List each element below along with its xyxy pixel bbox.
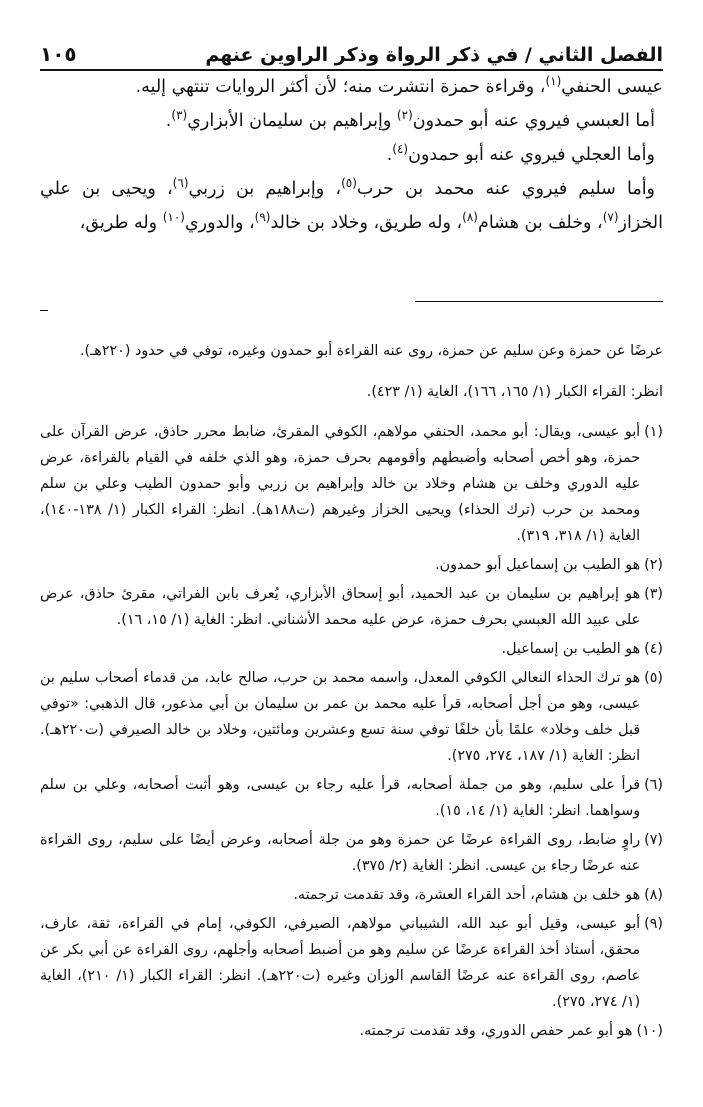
footnote-separator <box>415 301 663 302</box>
footnote-text <box>40 882 640 908</box>
footnote-text <box>40 827 640 879</box>
footnote-number: (٨) <box>644 886 663 903</box>
text-run: ، ويحيى بن علي الخزاز <box>40 179 663 233</box>
footnote-number: (٢) <box>644 556 663 573</box>
footnote-line: انظر: القراء الكبار (١/ ١٦٥، ١٦٦)، الغاية (١/ ٤٢٣). <box>366 383 663 400</box>
paragraph-2 <box>40 104 663 138</box>
footnote-item <box>40 882 663 908</box>
footnote-number: (١) <box>644 423 663 440</box>
footnote-text <box>40 581 640 633</box>
chapter-title: الفصل الثاني / في ذكر الرواة وذكر الراوين عنهم <box>205 44 663 66</box>
text-run: ، وقراءة حمزة انتشرت منه؛ لأن أكثر الروايات تنتهي إليه. <box>135 77 546 97</box>
footnote-list <box>40 419 663 1044</box>
text-run: ، وله طريق، وخلاد بن خالد <box>270 213 463 233</box>
footnote-number: (٣) <box>644 585 663 602</box>
footnote-ref: (٢) <box>396 108 413 123</box>
footnote-text <box>40 665 640 769</box>
footnote-item <box>40 552 663 578</box>
text-run: وإبراهيم بن سليمان الأبزاري <box>187 111 397 131</box>
footnote-item <box>40 419 663 549</box>
footnotes <box>40 324 663 1047</box>
footnote-line: أبو عيسى، ويقال: أبو محمد، الحنفي مولاهم، الكوفي المقرئ، ضابط محرر حاذق، عرض القرآن على حمزة، وهو أخص أصحابه وأضبطهم وأقومهم بحرف حمزة، وهو الذي خلفه في القيام بالقراءة، عرض عليه الدوري وخلف بن هشام وخلاد بن خالد وإبراهيم بن زربي وأبو حمدون الطيب وعلي بن سلم ومحمد بن حرب (ترك الحذاء) ويحيى الخزاز وغيرهم (ت١٨٨هـ). انظر: القراء الكبار (١/ ١٣٨-١٤٠)، الغاية (١/ ٣١٨، ٣١٩). <box>40 423 641 544</box>
footnote-ref: (٦) <box>172 176 189 191</box>
text-run: أما العبسي فيروي عنه أبو حمدون <box>412 111 655 131</box>
footnote-item <box>40 1018 663 1044</box>
text-run: ، والدوري <box>184 213 255 233</box>
footnote-item <box>40 636 663 662</box>
running-header <box>40 32 663 71</box>
footnote-ref: (٣) <box>171 108 188 123</box>
footnote-line: هو إبراهيم بن سليمان بن عبد الحميد، أبو إسحاق الأبزاري، يُعرف بابن الفراتي، مقرئ حاذق، عرض على عبيد الله العبسي بحرف حمزة، عرض عليه محمد الأشناني. انظر: الغاية (١/ ١٥، ١٦). <box>40 585 641 628</box>
footnote-continuation <box>40 338 663 404</box>
footnote-line: هو الطيب بن إسماعيل أبو حمدون. <box>435 556 641 573</box>
text-run: ، وإبراهيم بن زربي <box>188 179 342 199</box>
footnote-number: (٥) <box>644 669 663 686</box>
footnote-line: عرضًا عن حمزة وعن سليم عن حمزة، روى عنه القراءة أبو حمدون وغيره، توفي في حدود (٢٢٠هـ). <box>79 343 663 360</box>
footnote-text <box>40 911 640 1015</box>
footnote-item <box>40 827 663 879</box>
footnote-line: هو خلف بن هشام، أحد القراء العشرة، وقد تقدمت ترجمته. <box>293 886 641 903</box>
footnote-line: راوٍ ضابط، روى القراءة عرضًا عن حمزة وهو من جلة أصحابه، وعرض أيضًا على سليم، روى القراءة عنه عرضًا رجاء بن عيسى. انظر: الغاية (٢/ ٣٧٥). <box>40 831 641 874</box>
footnote-number: (٤) <box>644 640 663 657</box>
footnote-ref: (١) <box>545 74 562 89</box>
footnote-ref: (٧) <box>602 210 619 225</box>
text-run: . <box>165 111 172 131</box>
footnote-number: (٦) <box>644 776 663 793</box>
text-run: وله طريق، <box>79 213 163 233</box>
footnote-item <box>40 665 663 769</box>
text-run: وأما سليم فيروي عنه محمد بن حرب <box>356 179 656 199</box>
footnote-line: هو ترك الحذاء النعالي الكوفي المعدل، واسمه محمد بن حرب، صالح عابد، من قدماء أصحاب سليم بن عيسى، وهو من أجل أصحابه، قرأ عليه محمد بن عمر بن سليمان بن أبي مذعور، قال الذهبي: «توفي قبل خلف وخلاد» علمًا بأن خلفًا توفي سنة تسع وعشرين ومائتين، وخلاد بن خالد الصيرفي (ت٢٢٠هـ). انظر: الغاية (١/ ١٨٧، ٢٧٤، ٢٧٥). <box>40 669 641 764</box>
footnote-item <box>40 772 663 824</box>
footnote-line: هو أبو عمر حفص الدوري، وقد تقدمت ترجمته. <box>359 1022 633 1039</box>
paragraph-4 <box>40 172 663 240</box>
footnote-ref: (٨) <box>462 210 478 225</box>
paragraph-3 <box>40 138 663 172</box>
footnote-text <box>40 419 640 549</box>
text-run: ، وخلف بن هشام <box>477 213 603 233</box>
text-run: وأما العجلي فيروي عنه أبو حمدون <box>408 145 655 165</box>
footnote-number: (١٠) <box>636 1022 663 1039</box>
footnote-text <box>40 552 640 578</box>
page-number: ١٠٥ <box>40 42 77 66</box>
footnote-ref: (٥) <box>341 176 357 191</box>
footnote-text <box>40 1018 632 1044</box>
footnote-number: (٩) <box>644 915 663 932</box>
footnote-text <box>40 636 640 662</box>
footnote-item <box>40 911 663 1015</box>
paragraph-1 <box>40 70 663 104</box>
footnote-ref: (٤) <box>392 142 409 157</box>
footnote-item <box>40 581 663 633</box>
main-text <box>40 70 663 240</box>
footnote-ref: (١٠) <box>162 210 185 225</box>
footnote-number: (٧) <box>644 831 663 848</box>
footnote-ref: (٩) <box>254 210 271 225</box>
footnote-line: هو الطيب بن إسماعيل. <box>501 640 641 657</box>
footnote-line: قرأ على سليم، وهو من جملة أصحابه، قرأ عليه رجاء بن عيسى، وهو أثبت أصحابه، وعلي بن سلم وسواهما. انظر: الغاية (١/ ١٤، ١٥). <box>40 776 641 819</box>
separator-dash <box>40 310 48 311</box>
text-run: . <box>386 145 393 165</box>
footnote-text <box>40 772 640 824</box>
footnote-line: أبو عيسى، وقيل أبو عبد الله، الشيباني مولاهم، الصيرفي، الكوفي، إمام في القراءة، ثقة، عارف، محقق، أستاذ أخذ القراءة عرضًا عن سليم وهو من أضبط أصحابه وأجلهم، روى القراءة عن أبي بكر عن عاصم، روى القراءة عنه عرضًا القاسم الوزان وغيره (ت٢٢٠هـ). انظر: القراء الكبار (١/ ٢١٠)، الغاية (١/ ٢٧٤، ٢٧٥). <box>40 915 641 1010</box>
text-run: عيسى الحنفي <box>561 77 663 97</box>
